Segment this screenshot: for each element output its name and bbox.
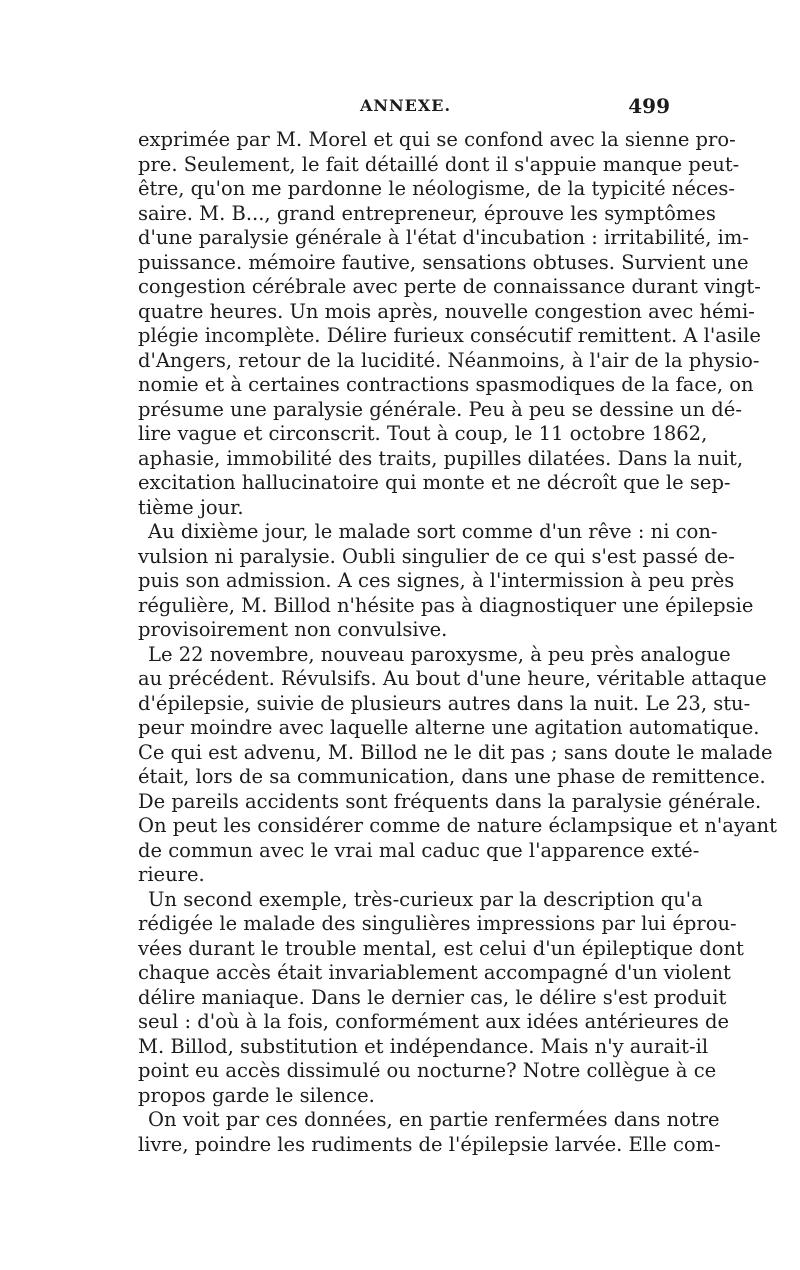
text-line: puissance. mémoire fautive, sensations obtuses. Survient une [138, 250, 749, 274]
text-line: Le 22 novembre, nouveau paroxysme, à peu près analogue [148, 642, 731, 666]
text-line: point eu accès dissimulé ou nocturne? Notre collègue à ce [138, 1059, 717, 1082]
text-line: puis son admission. A ces signes, à l'intermission à peu près [138, 569, 735, 592]
text-line: au précédent. Révulsifs. Au bout d'une heure, véritable attaque [138, 667, 767, 690]
text-line: Un second exemple, très-curieux par la description qu'a [148, 887, 703, 911]
text-line: de commun avec le vrai mal caduc que l'apparence exté- [138, 838, 700, 862]
text-line: livre, poindre les rudiments de l'épilepsie larvée. Elle com- [138, 1132, 721, 1156]
body-text [138, 128, 777, 1157]
text-line: On voit par ces données, en partie renfermées dans notre [148, 1108, 720, 1131]
text-line: Au dixième jour, le malade sort comme d'un rêve : ni con- [148, 520, 718, 543]
text-line: d'Angers, retour de la lucidité. Néanmoins, à l'air de la physio- [138, 348, 760, 372]
text-line: rédigée le malade des singulières impressions par lui éprou- [138, 912, 737, 935]
text-line: tième jour. [138, 495, 244, 519]
text-line: On peut les considérer comme de nature éclampsique et n'ayant [138, 814, 777, 837]
text-line: excitation hallucinatoire qui monte et ne décroît que le sep- [138, 471, 731, 494]
text-line: rieure. [138, 863, 205, 886]
text-line: quatre heures. Un mois après, nouvelle congestion avec hémi- [138, 299, 755, 323]
text-line: d'épilepsie, suivie de plusieurs autres dans la nuit. Le 23, stu- [138, 691, 751, 715]
text-line: exprimée par M. Morel et qui se confond avec la sienne pro- [138, 128, 736, 151]
text-line: plégie incomplète. Délire furieux consécutif remittent. A l'asile [138, 324, 761, 347]
text-line: présume une paralysie générale. Peu à peu se dessine un dé- [138, 397, 742, 421]
text-line: M. Billod, substitution et indépendance. Mais n'y aurait-il [138, 1034, 709, 1058]
text-line: congestion cérébrale avec perte de connaissance durant vingt- [138, 275, 761, 298]
text-line: seul : d'où à la fois, conformément aux idées antérieures de [138, 1010, 729, 1033]
text-line: pre. Seulement, le fait détaillé dont il s'appuie manque peut- [138, 152, 740, 176]
text-line: délire maniaque. Dans le dernier cas, le délire s'est produit [138, 985, 727, 1009]
text-line: aphasie, immobilité des traits, pupilles dilatées. Dans la nuit, [138, 446, 744, 470]
text-line: De pareils accidents sont fréquents dans la paralysie générale. [138, 789, 762, 813]
text-line: Ce qui est advenu, M. Billod ne le dit pas ; sans doute le malade [138, 740, 773, 764]
text-line: peur moindre avec laquelle alterne une agitation automatique. [138, 716, 760, 739]
page-header [140, 96, 670, 126]
text-line: provisoirement non convulsive. [138, 618, 448, 641]
text-line: propos garde le silence. [138, 1083, 375, 1107]
text-line: saire. M. B..., grand entrepreneur, éprouve les symptômes [138, 201, 716, 225]
text-line: lire vague et circonscrit. Tout à coup, le 11 octobre 1862, [138, 422, 708, 445]
text-line: être, qu'on me pardonne le néologisme, de la typicité néces- [138, 177, 735, 200]
text-line: vulsion ni paralysie. Oubli singulier de ce qui s'est passé de- [138, 544, 735, 568]
text-line: nomie et à certaines contractions spasmodiques de la face, on [138, 373, 754, 396]
text-line: d'une paralysie générale à l'état d'incubation : irritabilité, im- [138, 226, 749, 249]
text-line: était, lors de sa communication, dans une phase de remittence. [138, 765, 766, 788]
text-line: régulière, M. Billod n'hésite pas à diagnostiquer une épilepsie [138, 593, 754, 617]
text-line: vées durant le trouble mental, est celui d'un épileptique dont [138, 936, 744, 960]
text-line: chaque accès était invariablement accompagné d'un violent [138, 961, 731, 984]
page-number: 499 [628, 94, 670, 118]
running-title: ANNEXE. [360, 96, 452, 115]
